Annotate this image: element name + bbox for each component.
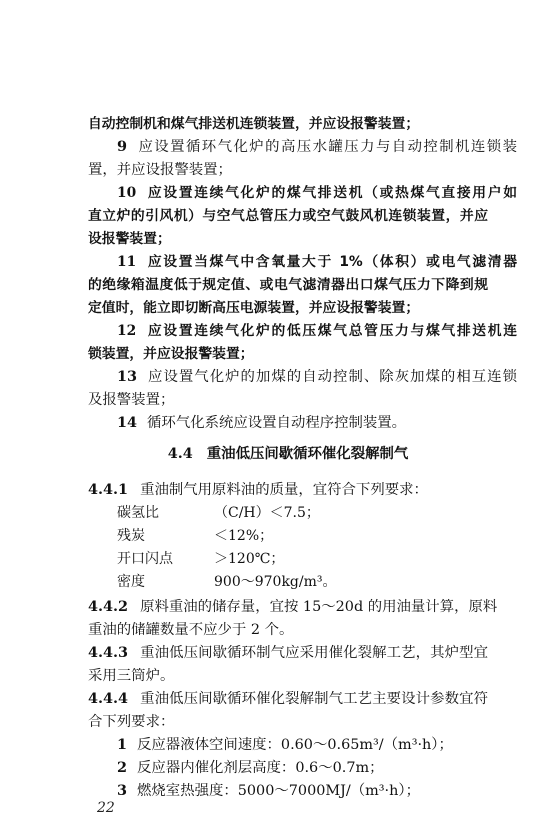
item-text: 反应器液体空间速度：0.60～0.65m³/（m³·h）；: [137, 737, 453, 753]
text-line: 置，并应设报警装置；: [88, 162, 232, 178]
item-text: 应设置连续气化炉的煤气排送机（或热煤气直接用户如: [146, 185, 517, 201]
item-text: 循环气化系统应设置自动程序控制装置。: [147, 415, 407, 431]
section-number: 4.4: [167, 445, 193, 462]
property-name: 残炭: [117, 528, 145, 544]
text-line: 锁装置，并应设报警装置；: [88, 346, 254, 362]
text-line: 定值时，能立即切断高压电源装置，并应设报警装置；: [88, 300, 420, 316]
property-value: （C/H）＜7.5；: [214, 505, 320, 521]
clause-4-4-4: [88, 689, 488, 709]
clause-text: 重油低压间歇循环制气应采用催化裂解工艺，其炉型宜: [140, 645, 488, 661]
item-text: 应设置当煤气中含氧量大于 1%（体积）或电气滤清器: [146, 254, 517, 270]
clause-item-13: [117, 367, 517, 387]
text-line: 合下列要求：: [88, 714, 175, 730]
item-text: 应设置循环气化炉的高压水罐压力与自动控制机连锁装: [137, 139, 517, 155]
item-number: 11: [117, 254, 137, 270]
item-number: 2: [117, 759, 128, 776]
property-value: ＞120℃；: [214, 551, 285, 567]
clause-item-14: [117, 413, 517, 433]
item-text: 应设置气化炉的加煤的自动控制、除灰加煤的相互连锁: [147, 369, 517, 385]
item-text: 反应器内催化剂层高度：0.6～0.7m；: [137, 760, 384, 776]
text-line: 自动控制机和煤气排送机连锁装置，并应设报警装置；: [88, 116, 420, 132]
clause-number: 4.4.1: [88, 481, 129, 498]
clause-item-11: [117, 252, 517, 272]
clause-4-4-1: [88, 480, 488, 500]
clause-text: 原料重油的储存量，宜按 15～20d 的用油量计算，原料: [140, 599, 498, 615]
clause-item-12: [117, 321, 517, 341]
clause-number: 4.4.4: [88, 690, 129, 707]
item-number: 13: [117, 368, 138, 385]
clause-text: 重油低压间歇循环催化裂解制气工艺主要设计参数宜符: [140, 691, 488, 707]
item-text: 应设置连续气化炉的低压煤气总管压力与煤气排送机连: [146, 323, 517, 339]
clause-item-10: [117, 183, 517, 203]
property-name: 开口闪点: [117, 551, 173, 567]
item-number: 14: [117, 414, 138, 431]
item-number: 9: [117, 138, 128, 155]
page-number: 22: [97, 800, 115, 816]
clause-text: 重油制气用原料油的质量，宜符合下列要求：: [140, 482, 428, 498]
property-value: 900～970kg/m³。: [214, 574, 337, 590]
text-line: 设报警装置；: [88, 231, 171, 247]
property-name: 碳氢比: [117, 505, 159, 521]
property-value: ＜12%；: [214, 528, 274, 544]
text-line: 直立炉的引风机）与空气总管压力或空气鼓风机连锁装置，并应: [88, 208, 488, 224]
item-number: 12: [117, 323, 137, 339]
text-line: 的绝缘箱温度低于规定值、或电气滤清器出口煤气压力下降到规: [88, 277, 488, 293]
text-line: 重油的储罐数量不应少于 2 个。: [88, 622, 294, 638]
section-title: 重油低压间歇循环催化裂解制气: [206, 446, 409, 462]
clause-4-4-2: [88, 597, 498, 617]
clause-4-4-3: [88, 643, 488, 663]
clause-item-9: [117, 137, 517, 157]
clause-number: 4.4.3: [88, 644, 129, 661]
list-item: [117, 758, 517, 778]
item-number: 1: [117, 736, 128, 753]
list-item: [117, 781, 517, 801]
item-number: 3: [117, 782, 128, 799]
list-item: [117, 735, 517, 755]
item-text: 燃烧室热强度：5000～7000MJ/（m³·h）；: [137, 783, 420, 799]
section-heading: [88, 444, 488, 464]
text-line: 及报警装置；: [88, 392, 175, 408]
item-number: 10: [117, 185, 137, 201]
property-name: 密度: [117, 574, 145, 590]
clause-number: 4.4.2: [88, 598, 129, 615]
text-line: 采用三筒炉。: [88, 668, 175, 684]
